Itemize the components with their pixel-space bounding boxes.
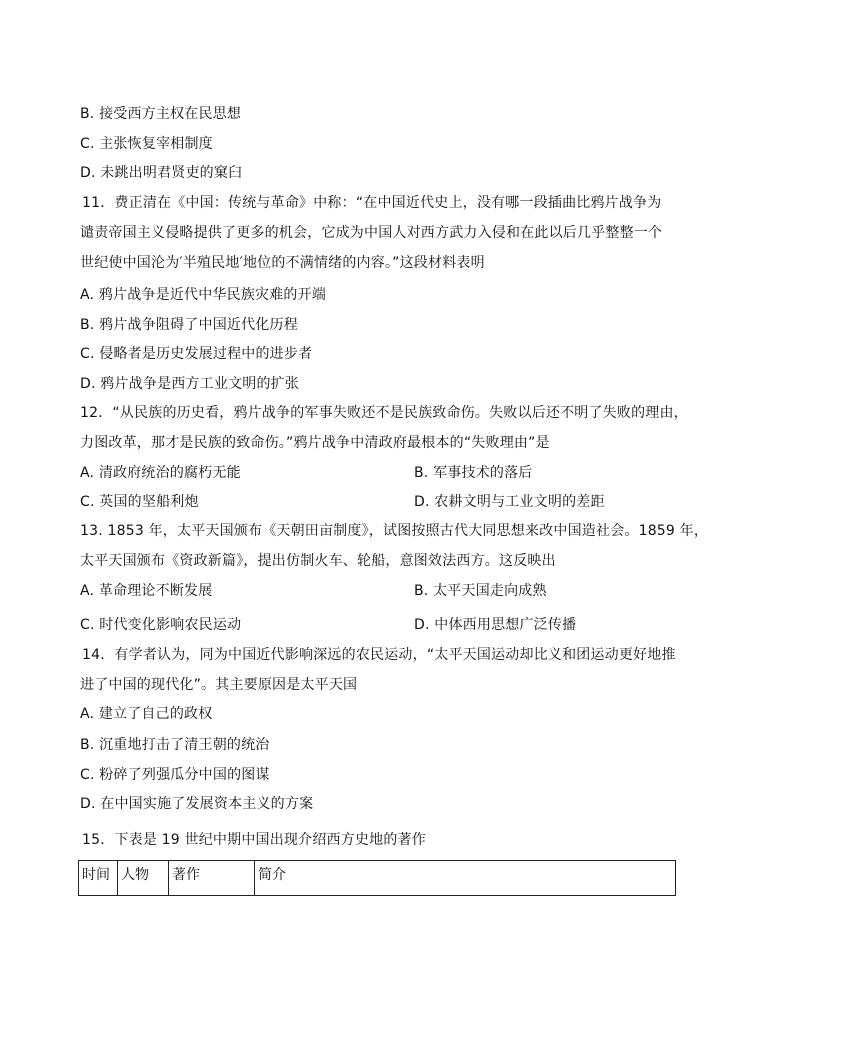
- q12-option-d: D. 农耕文明与工业文明的差距: [414, 494, 605, 510]
- q11-option-b: B. 鸦片战争阻碍了中国近代化历程: [80, 317, 298, 333]
- q13-option-b: B. 太平天国走向成熟: [414, 583, 547, 599]
- q14-option-d: D. 在中国实施了发展资本主义的方案: [80, 796, 314, 812]
- q11-option-c: C. 侵略者是历史发展过程中的进步者: [80, 346, 313, 362]
- q13-option-d: D. 中体西用思想广泛传播: [414, 617, 577, 633]
- q14-option-c: C. 粉碎了列强瓜分中国的图谋: [80, 767, 270, 783]
- q12-option-a: A. 清政府统治的腐朽无能: [80, 465, 241, 481]
- q11-option-d: D. 鸦片战争是西方工业文明的扩张: [80, 376, 300, 392]
- q12-option-c: C. 英国的坚船利炮: [80, 494, 199, 510]
- q14-option-b: B. 沉重地打击了清王朝的统治: [80, 737, 270, 753]
- q11-stem-line-2: 谴责帝国主义侵略提供了更多的机会，它成为中国人对西方武力入侵和在此以后几乎整整一个: [80, 225, 663, 241]
- q13-option-c: C. 时代变化影响农民运动: [80, 617, 242, 633]
- table-header-person: 人物: [118, 861, 169, 896]
- works-table: [78, 860, 676, 896]
- q13-stem-line-1: 13. 1853 年，太平天国颁布《天朝田亩制度》，试图按照古代大同思想来改中国造社会。1859 年，: [80, 523, 709, 539]
- q12-stem-line-2: 力图改革，那才是民族的致命伤。”鸦片战争中清政府最根本的“失败理由”是: [80, 435, 550, 451]
- table-header-time: 时间: [79, 861, 118, 896]
- q14-stem-line-1: 14．有学者认为，同为中国近代影响深远的农民运动，“太平天国运动却比义和团运动更好地推: [82, 647, 676, 663]
- table-header-summary: 简介: [255, 861, 676, 896]
- q11-stem-line-3: 世纪使中国沦为′半殖民地′地位的不满情绪的内容。”这段材料表明: [80, 255, 485, 271]
- table-header-row: [79, 861, 676, 896]
- q11-option-a: A. 鸦片战争是近代中华民族灾难的开端: [80, 287, 327, 303]
- option-d: D. 未跳出明君贤吏的窠臼: [80, 165, 243, 181]
- q14-stem-line-2: 进了中国的现代化”。其主要原因是太平天国: [80, 677, 358, 693]
- table-header-work: 著作: [169, 861, 255, 896]
- q14-option-a: A. 建立了自己的政权: [80, 706, 213, 722]
- q12-option-b: B. 军事技术的落后: [414, 465, 533, 481]
- q15-stem: 15．下表是 19 世纪中期中国出现介绍西方史地的著作: [82, 832, 426, 848]
- option-c: C. 主张恢复宰相制度: [80, 136, 213, 152]
- option-b: B. 接受西方主权在民思想: [80, 106, 242, 122]
- q13-option-a: A. 革命理论不断发展: [80, 583, 213, 599]
- q13-stem-line-2: 太平天国颁布《资政新篇》，提出仿制火车、轮船，意图效法西方。这反映出: [80, 553, 556, 569]
- q11-stem-line-1: 11．费正清在《中国：传统与革命》中称：“在中国近代史上，没有哪一段插曲比鸦片战争为: [82, 195, 662, 211]
- q12-stem-line-1: 12．“从民族的历史看，鸦片战争的军事失败还不是民族致命伤。失败以后还不明了失败的理由，: [80, 405, 688, 421]
